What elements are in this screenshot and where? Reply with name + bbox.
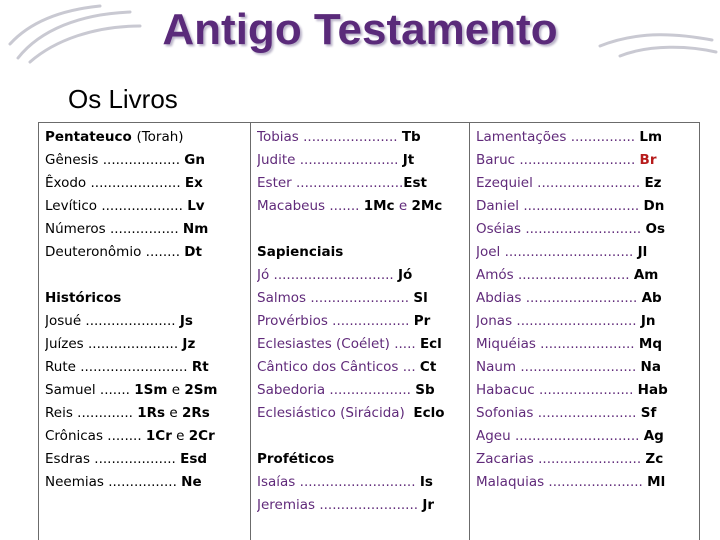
book-entry [45,310,250,333]
book-abbreviation: Ex [184,175,203,191]
book-entry [257,264,469,287]
book-entry [476,333,699,356]
section-heading [257,241,469,264]
leader-dots: ....................... [315,497,423,513]
book-name: Neemias [45,474,104,490]
book-entry [257,356,469,379]
book-abbreviation: Am [633,267,659,283]
leader-dots: ...................... [298,129,402,145]
leader-dots: ....................... [295,152,403,168]
page-subtitle: Os Livros [68,84,178,114]
book-entry [45,425,250,448]
book-name: Rute [45,359,76,375]
book-abbreviation: Ct [419,359,437,375]
book-abbreviation: Eclo [413,405,445,421]
book-abbreviation: Lm [639,129,663,145]
book-abbreviation: 1Cr [145,428,172,444]
book-name: Habacuc [476,382,535,398]
leader-dots: ................ [103,474,182,490]
book-name: Ester [257,175,292,191]
book-entry [476,218,699,241]
book-abbreviation: 1Sm [134,382,168,398]
leader-dots: ............................ [512,313,641,329]
abbreviation-joiner: e [394,198,412,214]
book-name: Tobias [257,129,299,145]
leader-dots: ..... [389,336,420,352]
abbreviation-joiner: e [165,405,182,421]
book-abbreviation: Mq [638,336,662,352]
section-heading-text: Históricos [45,290,122,306]
book-abbreviation: Sb [415,382,435,398]
leader-dots: ..................... [86,175,185,191]
leader-dots: ........................ [532,175,645,191]
book-name: Ageu [476,428,511,444]
leader-dots: ............... [566,129,640,145]
book-abbreviation: 1Rs [137,405,166,421]
leader-dots: ............. [72,405,138,421]
book-name: Macabeus [257,198,326,214]
book-abbreviation: Esd [180,451,208,467]
book-name: Jonas [476,313,513,329]
book-name: Isaías [257,474,296,490]
abbreviation-joiner: e [167,382,185,398]
book-abbreviation: Jt [402,152,415,168]
leader-dots: .............................. [500,244,638,260]
book-entry [45,172,250,195]
book-entry [476,126,699,149]
book-name: Eclesiástico (Sirácida) [257,405,405,421]
leader-dots: ............................. [510,428,644,444]
book-entry [257,172,469,195]
spacer [45,264,250,287]
book-abbreviation: Ecl [419,336,442,352]
leader-dots: ........................... [519,198,644,214]
book-name: Samuel [45,382,96,398]
book-name: Lamentações [476,129,567,145]
book-name: Provérbios [257,313,328,329]
book-entry [476,379,699,402]
leader-dots: ...................... [535,336,639,352]
leader-dots: ........ [141,244,185,260]
book-entry [257,195,469,218]
book-entry [257,126,469,149]
leader-dots: ....... [325,198,364,214]
leader-dots: .......................... [521,290,642,306]
book-name: Cântico dos Cânticos [257,359,399,375]
book-name: Jó [257,267,270,283]
book-abbreviation: Js [179,313,193,329]
book-name: Josué [45,313,82,329]
book-entry [257,310,469,333]
book-abbreviation: 2Mc [411,198,443,214]
page-title: Antigo Testamento [162,5,558,54]
book-abbreviation: Jl [637,244,648,260]
book-abbreviation: Na [640,359,661,375]
book-abbreviation: 2Rs [181,405,210,421]
book-abbreviation: Zc [645,451,664,467]
book-name: Reis [45,405,73,421]
leader-dots: ................... [325,382,416,398]
book-name: Zacarias [476,451,534,467]
section-heading-text: Sapienciais [257,244,344,260]
books-table [38,122,700,540]
book-entry [257,149,469,172]
section-heading-note: (Torah) [136,129,184,145]
leader-dots: .................. [98,152,185,168]
book-entry [45,356,250,379]
book-name: Malaquias [476,474,545,490]
book-entry [476,356,699,379]
book-abbreviation: Ag [643,428,664,444]
leader-dots: ................... [97,198,188,214]
book-abbreviation: Hab [637,382,668,398]
leader-dots: ..................... [83,336,183,352]
book-name: Levítico [45,198,98,214]
book-entry [45,149,250,172]
leader-dots: ........................... [516,359,641,375]
book-name: Baruc [476,152,516,168]
book-entry [257,379,469,402]
book-abbreviation: Dt [184,244,202,260]
spacer [257,425,469,448]
book-abbreviation: Gn [184,152,205,168]
abbreviation-joiner: e [171,428,189,444]
leader-dots: ........................... [295,474,420,490]
book-name: Oséias [476,221,522,237]
book-abbreviation: Jr [422,497,435,513]
section-heading [45,287,250,310]
book-entry [45,195,250,218]
book-name: Eclesiastes (Coélet) [257,336,390,352]
book-name: Êxodo [45,175,87,191]
book-abbreviation: Os [645,221,665,237]
book-entry [257,471,469,494]
book-abbreviation: Lv [187,198,205,214]
book-abbreviation: Jz [182,336,196,352]
book-name: Salmos [257,290,307,306]
book-entry [257,287,469,310]
leader-dots: ...................... [544,474,648,490]
book-abbreviation: Pr [413,313,431,329]
section-heading [45,126,250,149]
book-abbreviation: Jn [640,313,656,329]
book-entry [476,310,699,333]
book-name: Crônicas [45,428,103,444]
book-entry [476,195,699,218]
book-name: Amós [476,267,514,283]
leader-dots: ... [398,359,420,375]
book-name: Ezequiel [476,175,533,191]
book-abbreviation: Ml [647,474,666,490]
book-name: Gênesis [45,152,99,168]
book-entry [45,448,250,471]
book-name: Sabedoria [257,382,326,398]
leader-dots: ................... [90,451,181,467]
section-heading-text: Pentateuco [45,129,132,145]
leader-dots: ................ [105,221,183,237]
book-abbreviation: 2Sm [184,382,218,398]
book-abbreviation: Ez [644,175,662,191]
book-name: Daniel [476,198,520,214]
column-profetas [470,123,700,540]
book-abbreviation: 2Cr [188,428,215,444]
book-name: Abdias [476,290,522,306]
leader-dots: ............................ [269,267,398,283]
book-abbreviation: Jó [398,267,413,283]
book-name: Deuteronômio [45,244,142,260]
book-entry [45,218,250,241]
book-abbreviation: Est [403,175,428,191]
book-abbreviation: Br [639,152,657,168]
book-name: Jeremias [257,497,316,513]
book-abbreviation: Is [419,474,433,490]
book-abbreviation: Ne [181,474,202,490]
book-entry [257,402,469,425]
book-abbreviation: Sl [413,290,428,306]
book-abbreviation: Dn [643,198,665,214]
leader-dots: ....................... [533,405,641,421]
book-name: Sofonias [476,405,534,421]
leader-dots: ........................... [515,152,640,168]
book-abbreviation: Tb [401,129,421,145]
leader-dots: .................. [327,313,414,329]
book-name: Miquéias [476,336,536,352]
book-entry [45,333,250,356]
book-entry [476,448,699,471]
book-name: Números [45,221,106,237]
book-abbreviation: Ab [641,290,662,306]
book-entry [45,379,250,402]
book-entry [45,402,250,425]
book-abbreviation: 1Mc [363,198,395,214]
book-abbreviation: Nm [182,221,209,237]
book-entry [45,241,250,264]
book-entry [476,172,699,195]
book-entry [476,425,699,448]
book-entry [257,494,469,517]
leader-dots: ......................... [291,175,404,191]
book-entry [476,264,699,287]
section-heading [257,448,469,471]
book-name: Juízes [45,336,84,352]
book-entry [257,333,469,356]
book-abbreviation: Sf [640,405,657,421]
spacer [257,218,469,241]
leader-dots: ........ [102,428,146,444]
leader-dots: ....................... [306,290,414,306]
leader-dots: ......................... [75,359,192,375]
book-entry [476,402,699,425]
leader-dots: ........................ [533,451,646,467]
column-pentateuco-historicos [39,123,251,540]
book-name: Naum [476,359,517,375]
book-abbreviation: Rt [191,359,209,375]
leader-dots: ...................... [534,382,638,398]
book-name: Judite [257,152,296,168]
column-sapienciais-profeticos [251,123,470,540]
leader-dots: ........................... [521,221,646,237]
book-name: Joel [476,244,501,260]
book-entry [476,149,699,172]
leader-dots: ..................... [81,313,180,329]
book-entry [45,471,250,494]
book-name: Esdras [45,451,90,467]
book-entry [476,471,699,494]
book-entry [476,241,699,264]
section-heading-text: Proféticos [257,451,335,467]
book-entry [476,287,699,310]
leader-dots: .......................... [513,267,634,283]
leader-dots: ....... [95,382,135,398]
